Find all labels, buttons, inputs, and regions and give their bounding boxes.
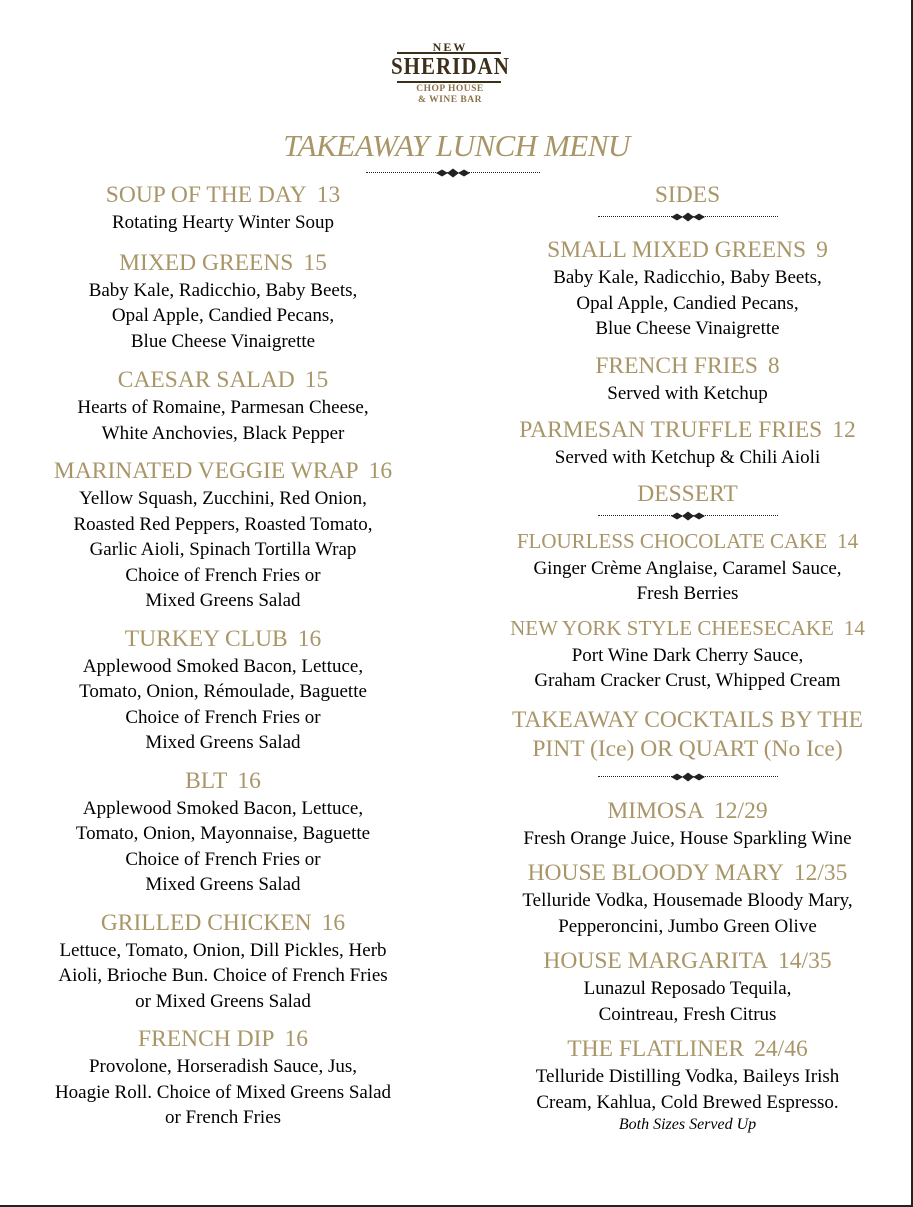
item-price: 16 bbox=[284, 1026, 308, 1052]
item-desc: Blue Cheese Vinaigrette bbox=[595, 318, 780, 339]
item-desc: Cream, Kahlua, Cold Brewed Espresso. bbox=[536, 1091, 839, 1113]
menu-item bbox=[462, 527, 913, 607]
item-desc: Telluride Distilling Vodka, Baileys Irish bbox=[535, 1066, 840, 1087]
item-desc: Ginger Crème Anglaise, Caramel Sauce, bbox=[533, 557, 842, 579]
item-price: 16 bbox=[237, 767, 261, 794]
item-desc: Roasted Red Peppers, Roasted Tomato, bbox=[73, 513, 373, 535]
item-price: 24/46 bbox=[754, 1036, 808, 1062]
item-desc: Choice of French Fries or bbox=[125, 564, 321, 586]
menu-item bbox=[0, 625, 446, 756]
item-name: HOUSE BLOODY MARY bbox=[527, 860, 784, 886]
dessert-divider bbox=[598, 511, 778, 521]
item-desc: or French Fries bbox=[164, 1107, 282, 1128]
cocktails-divider bbox=[598, 772, 778, 782]
cocktails-heading-line: PINT (Ice) OR QUART (No Ice) bbox=[532, 735, 843, 762]
item-price: 8 bbox=[767, 352, 780, 379]
item-desc: Aioli, Brioche Bun. Choice of French Fries bbox=[58, 965, 388, 986]
item-desc: Applewood Smoked Bacon, Lettuce, bbox=[82, 797, 364, 819]
item-desc: Graham Cracker Crust, Whipped Cream bbox=[534, 670, 841, 691]
menu-item bbox=[462, 614, 913, 694]
menu-item bbox=[0, 457, 446, 614]
item-desc: Rotating Hearty Winter Soup bbox=[111, 212, 335, 233]
item-desc: Fresh Orange Juice, House Sparkling Wine bbox=[523, 827, 852, 849]
section-heading-sides: SIDES bbox=[654, 182, 721, 208]
item-price: 15 bbox=[303, 249, 327, 276]
item-price: 14/35 bbox=[778, 948, 832, 974]
left-column bbox=[0, 181, 446, 1131]
cocktails-heading-line: TAKEAWAY COCKTAILS BY THE bbox=[512, 706, 863, 733]
divider-ornament-icon bbox=[663, 212, 713, 222]
item-name: MIXED GREENS bbox=[119, 249, 294, 276]
item-price: 16 bbox=[321, 909, 346, 936]
item-name: MARINATED VEGGIE WRAP bbox=[53, 458, 359, 484]
item-price: 16 bbox=[297, 625, 322, 652]
menu-item bbox=[462, 352, 913, 407]
title-divider bbox=[366, 168, 540, 178]
item-desc: Mixed Greens Salad bbox=[145, 732, 301, 753]
item-name: HOUSE MARGARITA bbox=[543, 948, 769, 974]
item-name: FRENCH DIP bbox=[138, 1026, 275, 1052]
logo-sub1: CHOP HOUSE bbox=[416, 84, 484, 94]
item-desc: Pepperoncini, Jumbo Green Olive bbox=[558, 915, 817, 937]
logo-name: SHERIDAN bbox=[391, 52, 510, 80]
item-desc: or Mixed Greens Salad bbox=[135, 990, 311, 1012]
item-price: 14 bbox=[843, 615, 865, 640]
menu-item bbox=[462, 947, 913, 1027]
section-heading-dessert: DESSERT bbox=[637, 480, 738, 507]
item-desc: Opal Apple, Candied Pecans, bbox=[111, 305, 335, 326]
item-name: BLT bbox=[185, 767, 228, 794]
item-desc: White Anchovies, Black Pepper bbox=[101, 422, 345, 444]
item-desc: Served with Ketchup & Chili Aioli bbox=[554, 447, 821, 468]
item-desc: Cointreau, Fresh Citrus bbox=[598, 1003, 777, 1025]
item-desc: Tomato, Onion, Mayonnaise, Baguette bbox=[75, 823, 371, 844]
item-desc: Served with Ketchup bbox=[607, 382, 768, 404]
item-price: 14 bbox=[837, 528, 859, 553]
item-desc: Hoagie Roll. Choice of Mixed Greens Salad bbox=[54, 1081, 392, 1103]
item-desc: Provolone, Horseradish Sauce, Jus, bbox=[88, 1056, 358, 1077]
item-price: 9 bbox=[816, 237, 828, 263]
menu-item bbox=[0, 366, 446, 446]
sheridan-logo bbox=[391, 38, 509, 108]
item-desc: Hearts of Romaine, Parmesan Cheese, bbox=[77, 397, 369, 418]
menu-item bbox=[462, 236, 913, 342]
menu-item bbox=[0, 767, 446, 898]
item-desc: Blue Cheese Vinaigrette bbox=[130, 330, 316, 352]
item-name: CAESAR SALAD bbox=[117, 367, 295, 393]
item-desc: Fresh Berries bbox=[636, 583, 739, 604]
item-name: FRENCH FRIES bbox=[595, 352, 758, 379]
menu-item bbox=[0, 1025, 446, 1131]
item-name: NEW YORK STYLE CHEESECAKE bbox=[510, 615, 834, 640]
item-name: SMALL MIXED GREENS bbox=[547, 237, 807, 263]
menu-item bbox=[0, 249, 446, 355]
item-price: 16 bbox=[368, 458, 393, 484]
divider-ornament-icon bbox=[428, 168, 478, 178]
item-desc: Mixed Greens Salad bbox=[145, 874, 301, 895]
item-desc: Choice of French Fries or bbox=[125, 706, 321, 728]
section-heading-cocktails bbox=[462, 706, 913, 764]
menu-item bbox=[0, 909, 446, 1015]
item-name: FLOURLESS CHOCOLATE CAKE bbox=[516, 528, 828, 553]
item-desc: Telluride Vodka, Housemade Bloody Mary, bbox=[522, 890, 853, 911]
item-name: SOUP OF THE DAY bbox=[105, 182, 307, 208]
item-desc: Garlic Aioli, Spinach Tortilla Wrap bbox=[89, 539, 357, 560]
item-price: 12/35 bbox=[793, 860, 848, 886]
item-name: MIMOSA bbox=[607, 797, 705, 824]
item-desc: Lettuce, Tomato, Onion, Dill Pickles, Herb bbox=[59, 939, 387, 961]
divider-ornament-icon bbox=[663, 511, 713, 521]
item-desc: Choice of French Fries or bbox=[125, 848, 321, 870]
logo-sub2: & WINE BAR bbox=[418, 95, 482, 105]
item-desc: Lunazul Reposado Tequila, bbox=[583, 978, 792, 999]
menu-item bbox=[462, 416, 913, 471]
divider-ornament-icon bbox=[663, 772, 713, 782]
item-desc: Mixed Greens Salad bbox=[145, 590, 301, 611]
sides-divider bbox=[598, 212, 778, 222]
menu-item bbox=[462, 859, 913, 939]
item-desc: Port Wine Dark Cherry Sauce, bbox=[571, 644, 804, 666]
item-desc: Baby Kale, Radicchio, Baby Beets, bbox=[553, 267, 822, 288]
item-desc: Opal Apple, Candied Pecans, bbox=[576, 292, 799, 314]
item-desc: Baby Kale, Radicchio, Baby Beets, bbox=[88, 279, 358, 301]
menu-item bbox=[462, 797, 913, 852]
item-desc: Tomato, Onion, Rémoulade, Baguette bbox=[79, 681, 367, 702]
menu-item bbox=[0, 181, 446, 236]
item-name: PARMESAN TRUFFLE FRIES bbox=[519, 417, 823, 443]
cocktails-note: Both Sizes Served Up bbox=[618, 1116, 757, 1133]
menu-title: TAKEAWAY LUNCH MENU bbox=[283, 128, 630, 163]
item-name: GRILLED CHICKEN bbox=[100, 909, 312, 936]
item-name: THE FLATLINER bbox=[567, 1036, 745, 1062]
menu-item bbox=[462, 1035, 913, 1135]
item-price: 12 bbox=[832, 417, 856, 443]
item-price: 15 bbox=[304, 367, 329, 393]
right-column bbox=[462, 181, 913, 1135]
logo-new: NEW bbox=[432, 40, 468, 54]
item-price: 13 bbox=[316, 182, 341, 208]
item-name: TURKEY CLUB bbox=[124, 625, 288, 652]
item-price: 12/29 bbox=[714, 797, 768, 824]
item-desc: Yellow Squash, Zucchini, Red Onion, bbox=[79, 488, 367, 509]
item-desc: Applewood Smoked Bacon, Lettuce, bbox=[82, 655, 364, 677]
